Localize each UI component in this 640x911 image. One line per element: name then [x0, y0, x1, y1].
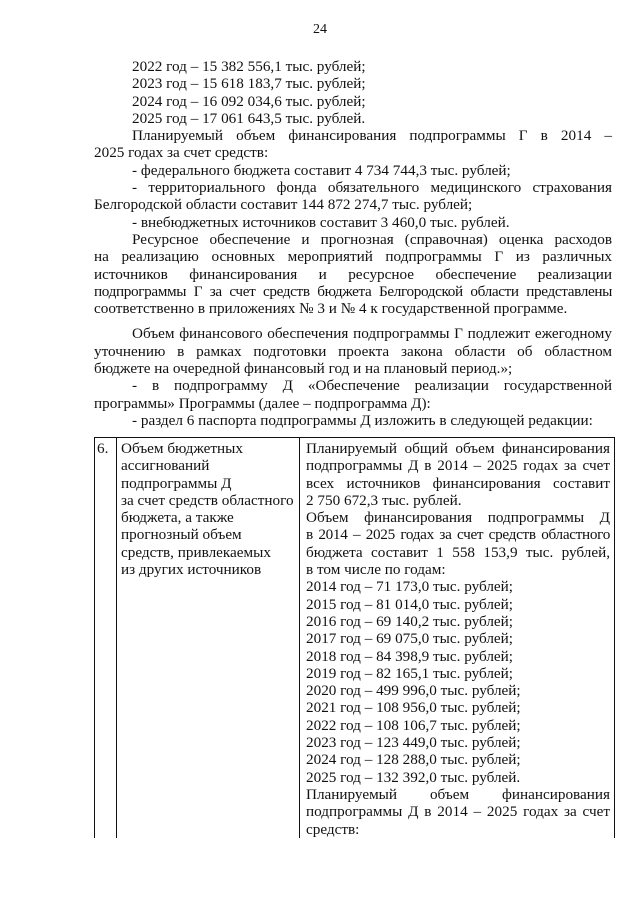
title-line: из других источников — [121, 561, 262, 579]
page-number: 24 — [313, 22, 327, 37]
year-line: 2020 год – 499 996,0 тыс. рублей; — [306, 682, 521, 700]
section6-intro: - раздел 6 паспорта подпрограммы Д изложить в следующей редакции: — [132, 411, 593, 429]
year-line: 2025 год – 132 392,0 тыс. рублей. — [306, 768, 521, 786]
budget-line-2023: 2023 год – 15 618 183,7 тыс. рублей; — [132, 75, 366, 93]
resource-para-line-5: соответственно в приложениях № 3 и № 4 к государственной программе. — [94, 300, 568, 318]
title-line: Объем бюджетных — [121, 440, 243, 457]
total-line: всех источников финансирования составит — [306, 474, 610, 492]
resource-para-line-3: источников финансирования и ресурсное обеспечение реализации — [94, 265, 612, 283]
extrabudget-line: - внебюджетных источников составит 3 460,0 тыс. рублей. — [132, 213, 510, 231]
title-line: за счет средств областного — [121, 491, 294, 509]
budget-line-2022: 2022 год – 15 382 556,1 тыс. рублей; — [132, 58, 366, 75]
annual-para-line-2: уточнению в рамках подготовки проекта закона области об областном — [94, 342, 612, 360]
para-g-volume-first: Планируемый объем финансирования подпрограммы Г в 2014 – — [132, 127, 612, 145]
annual-para-line-1: Объем финансового обеспечения подпрограммы Г подлежит ежегодному — [132, 325, 612, 343]
resource-para-line-1: Ресурсное обеспечение и прогнозная (справочная) оценка расходов — [132, 230, 612, 248]
annual-para-line-3: бюджете на очередной финансовый год и на плановый период.»; — [94, 360, 513, 378]
year-line: 2019 год – 82 165,1 тыс. рублей; — [306, 664, 514, 682]
year-line: 2024 год – 128 288,0 тыс. рублей; — [306, 751, 521, 769]
budget-line-2024: 2024 год – 16 092 034,6 тыс. рублей; — [132, 92, 366, 110]
total-amount: 2 750 672,3 тыс. рублей. — [306, 491, 462, 509]
total-line: Планируемый общий объем финансирования — [306, 440, 610, 457]
table-row-number: 6. — [95, 438, 117, 838]
para-g-volume-rest: 2025 годах за счет средств: — [94, 144, 269, 162]
region-line: бюджета составит 1 558 153,9 тыс. рублей, — [306, 543, 610, 561]
year-line: 2016 год – 69 140,2 тыс. рублей; — [306, 612, 514, 630]
planned-line: Планируемый объем финансирования — [306, 785, 610, 803]
sub-d-para-rest: программы» Программы (далее – подпрограмма Д): — [94, 394, 431, 412]
title-line: прогнозный объем — [121, 526, 242, 544]
passport-table — [94, 437, 615, 838]
year-line: 2022 год – 108 106,7 тыс. рублей; — [306, 716, 521, 734]
resource-para-line-4: подпрограммы Г за счет средств бюджета Белгородской области представлены — [94, 282, 612, 300]
territorial-fund-first: - территориального фонда обязательного медицинского страхования — [132, 179, 612, 197]
territorial-fund-rest: Белгородской области составит 144 872 274,7 тыс. рублей; — [94, 196, 473, 214]
fed-budget-line: - федерального бюджета составит 4 734 744,3 тыс. рублей; — [132, 161, 511, 179]
table-row-title — [117, 438, 300, 838]
title-line: ассигнований — [121, 457, 210, 475]
region-line: в 2014 – 2025 годах за счет средств областного — [306, 526, 610, 544]
planned-line: подпрограммы Д в 2014 – 2025 годах за счет — [306, 803, 610, 821]
year-line: 2021 год – 108 956,0 тыс. рублей; — [306, 699, 521, 717]
title-line: бюджета, а также — [121, 509, 234, 527]
year-line: 2014 год – 71 173,0 тыс. рублей; — [306, 578, 514, 596]
total-line: подпрограммы Д в 2014 – 2025 годах за счет — [306, 457, 610, 475]
year-line: 2015 год – 81 014,0 тыс. рублей; — [306, 595, 514, 613]
year-line: 2017 год – 69 075,0 тыс. рублей; — [306, 630, 514, 648]
sub-d-para-first: - в подпрограмму Д «Обеспечение реализации государственной — [132, 377, 612, 395]
year-line: 2018 год – 84 398,9 тыс. рублей; — [306, 647, 514, 665]
by-years-label: в том числе по годам: — [306, 561, 446, 579]
planned-end: средств: — [306, 820, 360, 838]
title-line: подпрограммы Д — [121, 474, 232, 492]
table-row-content — [300, 438, 614, 838]
budget-line-2025: 2025 год – 17 061 643,5 тыс. рублей. — [132, 109, 366, 127]
resource-para-line-2: на реализацию основных мероприятий подпрограммы Г из различных — [94, 248, 612, 266]
year-line: 2023 год – 123 449,0 тыс. рублей; — [306, 734, 521, 752]
region-line: Объем финансирования подпрограммы Д — [306, 509, 610, 527]
document-body — [94, 58, 612, 429]
title-line: средств, привлекаемых — [121, 543, 271, 561]
